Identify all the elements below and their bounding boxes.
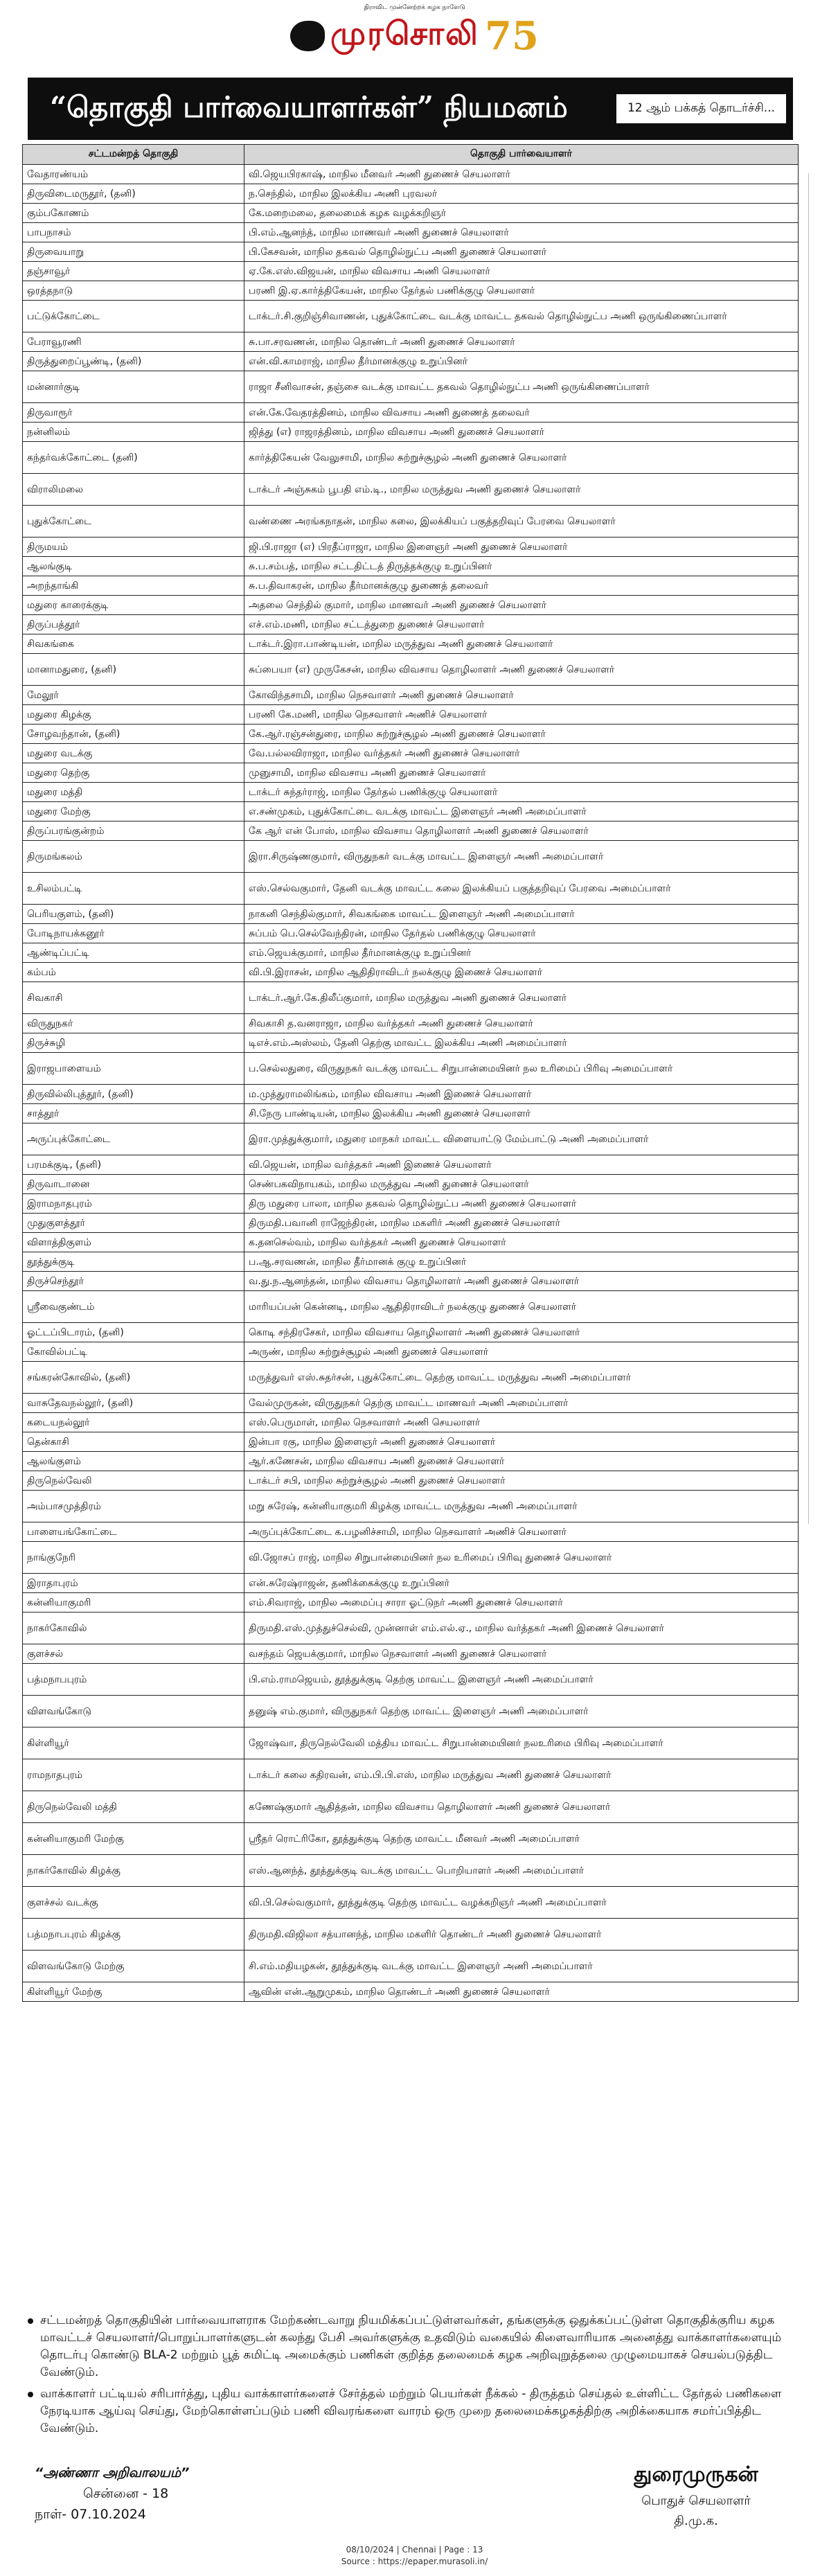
- table-row: [23, 821, 799, 841]
- constituency-cell: மதுரை காரைக்குடி: [23, 596, 244, 615]
- headline-title: “தொகுதி பார்வையாளர்கள்” நியமனம்: [50, 89, 568, 124]
- constituency-cell: இராமநாதபுரம்: [23, 1194, 244, 1214]
- instructions: [28, 2312, 796, 2442]
- constituency-cell: மன்னார்குடி: [23, 371, 244, 403]
- observer-cell: ஆர்.கணேசன், மாநில விவசாய அணி துணைச் செயலாளர்: [244, 1452, 799, 1471]
- constituency-cell: சங்கரன்கோவில், (தனி): [23, 1362, 244, 1394]
- constituency-cell: தென்காசி: [23, 1432, 244, 1452]
- observer-cell: சி.எம்.மதியழகன், தூத்துக்குடி வடக்கு மாவட்ட இளைஞர் அணி அமைப்பாளர்: [244, 1951, 799, 1982]
- observer-cell: பி.எம்.ஆனந்த், மாநில மாணவர் அணி துணைச் செயலாளர்: [244, 223, 799, 242]
- constituency-cell: பத்மநாபபுரம் கிழக்கு: [23, 1919, 244, 1951]
- observer-cell: எ.சண்முகம், புதுக்கோட்டை வடக்கு மாவட்ட இளைஞர் அணி அமைப்பாளர்: [244, 802, 799, 821]
- observer-cell: கோவிந்தசாமி, மாநில நெசவாளர் அணி துணைச் செயலாளர்: [244, 686, 799, 705]
- observer-cell: ஆவின் என்.ஆறுமுகம், மாநில தொண்டர் அணி துணைச் செயலாளர்: [244, 1982, 799, 2002]
- table-row: [23, 943, 799, 963]
- table-row: [23, 634, 799, 654]
- table-row: [23, 1491, 799, 1522]
- observer-cell: வண்ணை அரங்கநாதன், மாநில கலை, இலக்கியப் பகுத்தறிவுப் பேரவை செயலாளர்: [244, 506, 799, 538]
- observer-cell: திரு மதுரை பாலா, மாநில தகவல் தொழில்நுட்ப அணி துணைச் செயலாளர்: [244, 1194, 799, 1214]
- observer-cell: சு.ப.திவாகரன், மாநில தீர்மானக்குழு துணைத் தலைவர்: [244, 576, 799, 596]
- table-row: [23, 596, 799, 615]
- constituency-cell: இராதாபுரம்: [23, 1574, 244, 1593]
- table-row: [23, 442, 799, 474]
- table-row: [23, 744, 799, 763]
- constituency-cell: நன்னிலம்: [23, 423, 244, 442]
- observer-cell: கார்த்திகேயன் வேலுசாமி, மாநில சுற்றுச்சூழல் அணி துணைச் செயலாளர்: [244, 442, 799, 474]
- table-row: [23, 1919, 799, 1951]
- table-row: [23, 982, 799, 1014]
- table-row: [23, 1887, 799, 1919]
- constituency-cell: கம்பம்: [23, 963, 244, 982]
- header-observer: தொகுதி பார்வையாளர்: [244, 145, 799, 165]
- table-row: [23, 262, 799, 281]
- table-row: [23, 301, 799, 332]
- masthead-logo: [290, 12, 539, 59]
- constituency-cell: ஓட்டப்பிடாரம், (தனி): [23, 1323, 244, 1342]
- constituency-cell: திருச்செந்தூர்: [23, 1272, 244, 1291]
- observer-cell: ந.செந்தில், மாநில இலக்கிய அணி புரவலர்: [244, 184, 799, 204]
- observer-cell: ஜித்து (எ) ராஜரத்தினம், மாநில விவசாய அணி துணைச் செயலாளர்: [244, 423, 799, 442]
- constituency-cell: தஞ்சாவூர்: [23, 262, 244, 281]
- constituency-cell: விளவங்கோடு: [23, 1696, 244, 1727]
- constituency-cell: கோவில்பட்டி: [23, 1342, 244, 1362]
- observers-table: [22, 144, 799, 2002]
- table-row: [23, 1104, 799, 1123]
- observer-cell: வே.பல்லவிராஜா, மாநில வர்த்தகர் அணி துணைச் செயலாளர்: [244, 744, 799, 763]
- instruction-text: வாக்காளர் பட்டியல் சரிபார்த்து, புதிய வாக்காளர்களைச் சேர்த்தல் மற்றும் பெயர்கள் நீக்கல் - திருத்தம் செய்தல் உள்ளிட்ட தேர்தல் பணிகளை நேரடியாக ஆய்வு செய்து, மேற்கொள்ளப்படும் பணி விவரங்களை வாரம் ஒரு முறை தலைமைக்கழகத்திற்கு அறிக்கையாக சமர்ப்பித்திட வேண்டும்.: [40, 2387, 782, 2435]
- table-row: [23, 725, 799, 744]
- table-row: [23, 1613, 799, 1644]
- constituency-cell: சாத்தூர்: [23, 1104, 244, 1123]
- table-row: [23, 506, 799, 538]
- constituency-cell: மேலூர்: [23, 686, 244, 705]
- table-row: [23, 223, 799, 242]
- page-info-line: 08/10/2024 | Chennai | Page : 13: [346, 2545, 483, 2555]
- office-city: சென்னை - 18: [83, 2486, 169, 2501]
- constituency-cell: திருநெல்வேலி: [23, 1471, 244, 1491]
- table-row: [23, 1214, 799, 1233]
- table-row: [23, 1394, 799, 1413]
- table-row: [23, 1233, 799, 1252]
- observer-cell: திருமதி.எஸ்.முத்துச்செல்வி, முன்னாள் எம்.எல்.ஏ., மாநில வர்த்தகர் அணி இணைச் செயலாளர்: [244, 1613, 799, 1644]
- constituency-cell: மதுரை வடக்கு: [23, 744, 244, 763]
- adjacent-column-edge: [808, 173, 829, 1524]
- observer-cell: ராஜா சீனிவாசன், தஞ்சை வடக்கு மாவட்ட தகவல் தொழில்நுட்ப அணி ஒருங்கிணைப்பாளர்: [244, 371, 799, 403]
- constituency-cell: திருநெல்வேலி மத்தி: [23, 1791, 244, 1823]
- constituency-cell: பரமக்குடி, (தனி): [23, 1155, 244, 1175]
- constituency-cell: திருமயம்: [23, 538, 244, 557]
- constituency-cell: திருமங்கலம்: [23, 841, 244, 873]
- constituency-cell: கந்தர்வக்கோட்டை (தனி): [23, 442, 244, 474]
- table-row: [23, 763, 799, 783]
- table-row: [23, 242, 799, 262]
- table-row: [23, 1085, 799, 1104]
- observer-cell: எம்.சிவராஜ், மாநில அமைப்பு சாரா ஓட்டுநர் அணி துணைச் செயலாளர்: [244, 1593, 799, 1613]
- table-row: [23, 615, 799, 634]
- table-row: [23, 1759, 799, 1791]
- signatory-name: துரைமுருகன்: [634, 2462, 758, 2487]
- table-body: [23, 165, 799, 2002]
- masthead: [0, 0, 829, 59]
- observer-cell: சி.நேரு பாண்டியன், மாநில இலக்கிய அணி துணைச் செயலாளர்: [244, 1104, 799, 1123]
- office-name: “அண்ணா அறிவாலயம்”: [35, 2465, 190, 2480]
- constituency-cell: அம்பாசமுத்திரம்: [23, 1491, 244, 1522]
- page-source-link[interactable]: Source : https://epaper.murasoli.in/: [341, 2557, 488, 2566]
- table-row: [23, 1823, 799, 1855]
- constituency-cell: திருப்பரங்குன்றம்: [23, 821, 244, 841]
- constituency-cell: ராமநாதபுரம்: [23, 1759, 244, 1791]
- table-row: [23, 165, 799, 184]
- table-row: [23, 1291, 799, 1323]
- observer-cell: கே.மறைமலை, தலைமைக் கழக வழக்கறிஞர்: [244, 204, 799, 223]
- constituency-cell: சிவகங்கை: [23, 634, 244, 654]
- constituency-cell: கன்னியாகுமரி: [23, 1593, 244, 1613]
- observer-cell: எஸ்.பெருமாள், மாநில நெசவாளர் அணி செயலாளர்: [244, 1413, 799, 1432]
- footer-signature: [596, 2462, 796, 2530]
- observer-cell: இரா.சிருஷ்ணகுமார், விருதுநகர் வடக்கு மாவட்ட இளைஞர் அணி அமைப்பாளர்: [244, 841, 799, 873]
- constituency-cell: திருப்பத்தூர்: [23, 615, 244, 634]
- observer-cell: கொடி சந்திரசேகர், மாநில விவசாய தொழிலாளர் அணி துணைச் செயலாளர்: [244, 1323, 799, 1342]
- table-row: [23, 1342, 799, 1362]
- table-row: [23, 1362, 799, 1394]
- constituency-cell: குளச்சல் வடக்கு: [23, 1887, 244, 1919]
- observer-cell: மருத்துவர் எஸ்.சுதர்சன், புதுக்கோட்டை தெற்கு மாவட்ட மருத்துவ அணி அமைப்பாளர்: [244, 1362, 799, 1394]
- constituency-cell: கன்னியாகுமரி மேற்கு: [23, 1823, 244, 1855]
- constituency-cell: மதுரை தெற்கு: [23, 763, 244, 783]
- page-info: [0, 2544, 829, 2568]
- constituency-cell: புதுக்கோட்டை: [23, 506, 244, 538]
- bullet-icon: [28, 2392, 33, 2397]
- table-row: [23, 1252, 799, 1272]
- observer-cell: வ.து.ந.ஆனந்தன், மாநில விவசாய தொழிலாளர் அணி துணைச் செயலாளர்: [244, 1272, 799, 1291]
- table-row: [23, 1432, 799, 1452]
- constituency-cell: ஆலங்குளம்: [23, 1452, 244, 1471]
- constituency-cell: ஆண்டிப்பட்டி: [23, 943, 244, 963]
- table-row: [23, 1644, 799, 1664]
- table-header-row: [23, 145, 799, 165]
- observer-cell: சுப்பம் பெ.செல்வேந்திரன், மாநில தேர்தல் பணிக்குழு செயலாளர்: [244, 924, 799, 943]
- constituency-cell: திருவையாறு: [23, 242, 244, 262]
- observer-cell: வி.ஜெயபிரகாஷ், மாநில மீனவர் அணி துணைச் செயலாளர்: [244, 165, 799, 184]
- constituency-cell: மானாமதுரை, (தனி): [23, 654, 244, 686]
- constituency-cell: வேதாரண்யம்: [23, 165, 244, 184]
- table-row: [23, 1471, 799, 1491]
- observer-cell: டிஎச்.எம்.அஸ்லம், தேனி தெற்கு மாவட்ட இலக்கிய அணி அமைப்பாளர்: [244, 1033, 799, 1053]
- constituency-cell: பாளையங்கோட்டை: [23, 1522, 244, 1542]
- table-row: [23, 557, 799, 576]
- observer-cell: சிவகாசி த.வனராஜா, மாநில வர்த்தகர் அணி துணைச் செயலாளர்: [244, 1014, 799, 1033]
- observer-cell: சு.ப.சம்பத், மாநில சட்டதிட்டத் திருத்தக்குழு உறுப்பினர்: [244, 557, 799, 576]
- table-row: [23, 1664, 799, 1696]
- constituency-cell: ஆலங்குடி: [23, 557, 244, 576]
- table-row: [23, 1053, 799, 1085]
- constituency-cell: வாசுதேவநல்லூர், (தனி): [23, 1394, 244, 1413]
- observer-cell: சுப்பையா (எ) முருகேசன், மாநில விவசாய தொழிலாளர் அணி துணைச் செயலாளர்: [244, 654, 799, 686]
- observer-cell: ப.ஆ.சரவணன், மாநில தீர்மானக் குழு உறுப்பினர்: [244, 1252, 799, 1272]
- observer-cell: சு.பா.சரவணன், மாநில தொண்டர் அணி துணைச் செயலாளர்: [244, 332, 799, 352]
- observer-cell: வி.ஜோசப் ராஜ், மாநில சிறுபான்மையினர் நல உரிமைப் பிரிவு துணைச் செயலாளர்: [244, 1542, 799, 1574]
- observer-cell: கே.ஆர்.ரஞ்சன்துரை, மாநில சுற்றுச்சூழல் அணி துணைச் செயலாளர்: [244, 725, 799, 744]
- observer-cell: கே ஆர் என் போஸ், மாநில விவசாய தொழிலாளர் அணி துணைச் செயலாளர்: [244, 821, 799, 841]
- constituency-cell: போடிநாயக்கனூர்: [23, 924, 244, 943]
- observer-cell: ம.முத்துராமலிங்கம், மாநில விவசாய அணி இணைச் செயலாளர்: [244, 1085, 799, 1104]
- observer-cell: டாக்டர் அஞ்சுகம் பூபதி எம்.டி., மாநில மருத்துவ அணி துணைச் செயலாளர்: [244, 474, 799, 506]
- constituency-cell: ஒரத்தநாடு: [23, 281, 244, 301]
- table-row: [23, 963, 799, 982]
- table-row: [23, 1855, 799, 1887]
- table-row: [23, 576, 799, 596]
- constituency-cell: முதுகுளத்தூர்: [23, 1214, 244, 1233]
- instruction-item: [28, 2312, 796, 2381]
- constituency-cell: கிள்ளியூர் மேற்கு: [23, 1982, 244, 2002]
- constituency-cell: மதுரை மத்தி: [23, 783, 244, 802]
- observer-cell: எம்.ஜெயக்குமார், மாநில தீர்மானக்குழு உறுப்பினர்: [244, 943, 799, 963]
- constituency-cell: உசிலம்பட்டி: [23, 873, 244, 905]
- table-row: [23, 1194, 799, 1214]
- constituency-cell: சிவகாசி: [23, 982, 244, 1014]
- constituency-cell: தூத்துக்குடி: [23, 1252, 244, 1272]
- observer-cell: பரணி கே.மணி, மாநில நெசவாளர் அணிச் செயலாளர்: [244, 705, 799, 725]
- observer-cell: டாக்டர்.ஆர்.கே.திலீப்குமார், மாநில மருத்துவ அணி துணைச் செயலாளர்: [244, 982, 799, 1014]
- observer-cell: டாக்டர் சுந்தர்ராஜ், மாநில தேர்தல் பணிக்குழு செயலாளர்: [244, 783, 799, 802]
- table-row: [23, 371, 799, 403]
- table-row: [23, 1014, 799, 1033]
- table-row: [23, 654, 799, 686]
- table-row: [23, 1123, 799, 1155]
- observer-cell: இரா.முத்துக்குமார், மதுரை மாநகர் மாவட்ட விளையாட்டு மேம்பாட்டு அணி அமைப்பாளர்: [244, 1123, 799, 1155]
- observer-cell: திருமதி.பவானி ராஜேந்திரன், மாநில மகளிர் அணி துணைச் செயலாளர்: [244, 1214, 799, 1233]
- table-row: [23, 802, 799, 821]
- table-row: [23, 184, 799, 204]
- table-row: [23, 1323, 799, 1342]
- observer-cell: வசந்தம் ஜெயக்குமார், மாநில நெசவாளர் அணி துணைச் செயலாளர்: [244, 1644, 799, 1664]
- observer-cell: தனுஷ் எம்.குமார், விருதுநகர் தெற்கு மாவட்ட இளைஞர் அணி அமைப்பாளர்: [244, 1696, 799, 1727]
- constituency-cell: பட்டுக்கோட்டை: [23, 301, 244, 332]
- table-row: [23, 1542, 799, 1574]
- constituency-cell: திருவாரூர்: [23, 403, 244, 423]
- constituency-cell: விளவங்கோடு மேற்கு: [23, 1951, 244, 1982]
- table-row: [23, 204, 799, 223]
- observer-cell: என்.வி.காமராஜ், மாநில தீர்மானக்குழு உறுப்பினர்: [244, 352, 799, 371]
- table-row: [23, 841, 799, 873]
- table-row: [23, 1272, 799, 1291]
- table-row: [23, 924, 799, 943]
- constituency-cell: திருவிடைமருதூர், (தனி): [23, 184, 244, 204]
- observer-cell: மறு சுரேஷ், கன்னியாகுமரி கிழக்கு மாவட்ட மருத்துவ அணி அமைப்பாளர்: [244, 1491, 799, 1522]
- constituency-cell: நாகர்கோவில் கிழக்கு: [23, 1855, 244, 1887]
- constituency-cell: குளச்சல்: [23, 1644, 244, 1664]
- table-row: [23, 423, 799, 442]
- observer-cell: வி.பி.செல்வகுமார், தூத்துக்குடி தெற்கு மாவட்ட வழக்கறிஞர் அணி அமைப்பாளர்: [244, 1887, 799, 1919]
- observer-cell: என்.சுரேஷ்ராஜன், தணிக்கைக்குழு உறுப்பினர்: [244, 1574, 799, 1593]
- anniversary-badge: 75: [485, 12, 539, 59]
- table-row: [23, 1951, 799, 1982]
- constituency-cell: திருவில்லிபுத்தூர், (தனி): [23, 1085, 244, 1104]
- table-row: [23, 1982, 799, 2002]
- observer-cell: இன்பா ரகு, மாநில இளைஞர் அணி துணைச் செயலாளர்: [244, 1432, 799, 1452]
- instruction-item: [28, 2386, 796, 2437]
- observer-cell: ஜி.பி.ராஜா (எ) பிரதீப்ராஜா, மாநில இளைஞர் அணி துணைச் செயலாளர்: [244, 538, 799, 557]
- constituency-cell: திருச்சுழி: [23, 1033, 244, 1053]
- observer-cell: டாக்டர்.இரா.பாண்டியன், மாநில மருத்துவ அணி துணைச் செயலாளர்: [244, 634, 799, 654]
- observer-cell: க.தனசெல்வம், மாநில வர்த்தகர் அணி துணைச் செயலாளர்: [244, 1233, 799, 1252]
- table-row: [23, 403, 799, 423]
- constituency-cell: திருவாடானை: [23, 1175, 244, 1194]
- constituency-cell: விளாத்திகுளம்: [23, 1233, 244, 1252]
- observer-cell: வி.ஜெயன், மாநில வர்த்தகர் அணி இணைச் செயலாளர்: [244, 1155, 799, 1175]
- constituency-cell: நாங்குநேரி: [23, 1542, 244, 1574]
- constituency-cell: பெரியகுளம், (தனி): [23, 905, 244, 924]
- constituency-cell: பேராவூரணி: [23, 332, 244, 352]
- observer-cell: பி.கேசவன், மாநில தகவல் தொழில்நுட்ப அணி துணைச் செயலாளர்: [244, 242, 799, 262]
- table-row: [23, 1033, 799, 1053]
- constituency-cell: நாகர்கோவில்: [23, 1613, 244, 1644]
- constituency-cell: பத்மநாபபுரம்: [23, 1664, 244, 1696]
- instruction-text: சட்டமன்றத் தொகுதியின் பார்வையாளராக மேற்கண்டவாறு நியமிக்கப்பட்டுள்ளவர்கள், தங்களுக்கு ஒதுக்கப்பட்டுள்ள தொகுதிக்குரிய கழக மாவட்டச் செயலாளர்/பொறுப்பாளர்களுடன் கலந்து பேசி அவர்களுக்கு உதவிடும் வகையில் கிளைவாரியாக அனைத்து வாக்காளர்களையும் தொடர்பு கொண்டு BLA-2 மற்றும் பூத் கமிட்டி அமைக்கும் பணிகள் குறித்த தலைமைக் கழக அறிவுறுத்தலை முழுமையாகச் செயல்படுத்திட வேண்டும்.: [40, 2313, 782, 2379]
- header-constituency: சட்டமன்றத் தொகுதி: [23, 145, 244, 165]
- table-row: [23, 1696, 799, 1727]
- observer-cell: கணேஷ்குமார் ஆதித்தன், மாநில விவசாய தொழிலாளர் அணி துணைச் செயலாளர்: [244, 1791, 799, 1823]
- constituency-cell: அறந்தாங்கி: [23, 576, 244, 596]
- table-row: [23, 1593, 799, 1613]
- constituency-cell: கிள்ளியூர்: [23, 1727, 244, 1759]
- constituency-cell: சோழவந்தான், (தனி): [23, 725, 244, 744]
- observer-cell: ப.செல்லதுரை, விருதுநகர் வடக்கு மாவட்ட சிறுபான்மையினர் நல உரிமைப் பிரிவு அமைப்பாளர்: [244, 1053, 799, 1085]
- masthead-brand: முரசொலி: [330, 15, 480, 52]
- observer-cell: அருண், மாநில சுற்றுச்சூழல் அணி துணைச் செயலாளர்: [244, 1342, 799, 1362]
- table-row: [23, 1413, 799, 1432]
- table-row: [23, 352, 799, 371]
- observer-cell: பி.எம்.ராமஜெயம், தூத்துக்குடி தெற்கு மாவட்ட இளைஞர் அணி அமைப்பாளர்: [244, 1664, 799, 1696]
- observer-cell: ஸ்ரீதர் ரொட்ரிகோ, தூத்துக்குடி தெற்கு மாவட்ட மீனவர் அணி அமைப்பாளர்: [244, 1823, 799, 1855]
- bull-logo-icon: [290, 21, 325, 51]
- constituency-cell: கும்பகோணம்: [23, 204, 244, 223]
- observer-cell: வி.பி.இராசன், மாநில ஆதிதிராவிடர் நலக்குழு இணைச் செயலாளர்: [244, 963, 799, 982]
- observer-cell: பரணி இ.ஏ.கார்த்திகேயன், மாநில தேர்தல் பணிக்குழு செயலாளர்: [244, 281, 799, 301]
- observer-cell: டாக்டர் கலை கதிரவன், எம்.பி.பி.எஸ், மாநில மருத்துவ அணி துணைச் செயலாளர்: [244, 1759, 799, 1791]
- constituency-cell: ஸ்ரீவைகுண்டம்: [23, 1291, 244, 1323]
- table-row: [23, 1522, 799, 1542]
- table-row: [23, 1574, 799, 1593]
- table-row: [23, 474, 799, 506]
- constituency-cell: மதுரை மேற்கு: [23, 802, 244, 821]
- table-row: [23, 332, 799, 352]
- party-name: தி.மு.க.: [674, 2514, 718, 2528]
- table-row: [23, 686, 799, 705]
- observer-cell: வேல்முருகன், விருதுநகர் தெற்கு மாவட்ட மாணவர் அணி அமைப்பாளர்: [244, 1394, 799, 1413]
- table-row: [23, 281, 799, 301]
- observer-cell: மாரியப்பன் கென்னடி, மாநில ஆதிதிராவிடர் நலக்குழு துணைச் செயலாளர்: [244, 1291, 799, 1323]
- constituency-cell: பாபநாசம்: [23, 223, 244, 242]
- observer-cell: முனுசாமி, மாநில விவசாய அணி துணைச் செயலாளர்: [244, 763, 799, 783]
- table-row: [23, 873, 799, 905]
- footer-address: [35, 2462, 381, 2525]
- observer-cell: டாக்டர்.சி.குறிஞ்சிவாணன், புதுக்கோட்டை வடக்கு மாவட்ட தகவல் தொழில்நுட்ப அணி ஒருங்கிணைப்பாளர்: [244, 301, 799, 332]
- constituency-cell: திருத்துறைப்பூண்டி, (தனி): [23, 352, 244, 371]
- table-row: [23, 538, 799, 557]
- observer-cell: அதலை செந்தில் குமார், மாநில மாணவர் அணி துணைச் செயலாளர்: [244, 596, 799, 615]
- continuation-note: 12 ஆம் பக்கத் தொடர்ச்சி...: [616, 94, 786, 123]
- table-row: [23, 783, 799, 802]
- constituency-cell: இராஜபாளையம்: [23, 1053, 244, 1085]
- observer-cell: என்.கே.வேதரத்தினம், மாநில விவசாய அணி துணைத் தலைவர்: [244, 403, 799, 423]
- signatory-designation: பொதுச் செயலாளர்: [641, 2494, 751, 2508]
- observer-cell: எஸ்.ஆனந்த், தூத்துக்குடி வடக்கு மாவட்ட பொறியாளர் அணி அமைப்பாளர்: [244, 1855, 799, 1887]
- constituency-cell: விருதுநகர்: [23, 1014, 244, 1033]
- observer-cell: டாக்டர் சபி, மாநில சுற்றுச்சூழல் அணி துணைச் செயலாளர்: [244, 1471, 799, 1491]
- observer-cell: நாகனி செந்தில்குமார், சிவகங்கை மாவட்ட இளைஞர் அணி அமைப்பாளர்: [244, 905, 799, 924]
- observer-cell: அருப்புக்கோட்டை க.பழனிச்சாமி, மாநில நெசவாளர் அணிச் செயலாளர்: [244, 1522, 799, 1542]
- observer-cell: எஸ்.செல்வகுமார், தேனி வடக்கு மாவட்ட கலை இலக்கியப் பகுத்தறிவுப் பேரவை அமைப்பாளர்: [244, 873, 799, 905]
- table-row: [23, 1175, 799, 1194]
- observer-cell: ஏ.கே.எஸ்.விஜயன், மாநில விவசாய அணி செயலாளர்: [244, 262, 799, 281]
- observer-cell: திருமதி.விஜிலா சத்யானந்த், மாநில மகளிர் தொண்டர் அணி துணைச் செயலாளர்: [244, 1919, 799, 1951]
- table-row: [23, 1791, 799, 1823]
- constituency-cell: கடையநல்லூர்: [23, 1413, 244, 1432]
- constituency-cell: மதுரை கிழக்கு: [23, 705, 244, 725]
- notice-date: நாள்- 07.10.2024: [35, 2507, 146, 2522]
- table-row: [23, 705, 799, 725]
- constituency-cell: அருப்புக்கோட்டை: [23, 1123, 244, 1155]
- bullet-icon: [28, 2318, 33, 2324]
- observer-cell: செண்பகவிநாயகம், மாநில மருத்துவ அணி துணைச் செயலாளர்: [244, 1175, 799, 1194]
- table-row: [23, 1155, 799, 1175]
- table-row: [23, 905, 799, 924]
- observer-cell: எச்.எம்.மணி, மாநில சட்டத்துறை துணைச் செயலாளர்: [244, 615, 799, 634]
- table-row: [23, 1727, 799, 1759]
- table-row: [23, 1452, 799, 1471]
- observer-cell: ஜோஷ்வா, திருநெல்வேலி மத்திய மாவட்ட சிறுபான்மையினர் நலஉரிமை பிரிவு அமைப்பாளர்: [244, 1727, 799, 1759]
- headline-bar: [28, 78, 793, 140]
- constituency-cell: விராலிமலை: [23, 474, 244, 506]
- masthead-tagline: திராவிட முன்னேற்றக் கழக நாளேடு: [364, 4, 465, 11]
